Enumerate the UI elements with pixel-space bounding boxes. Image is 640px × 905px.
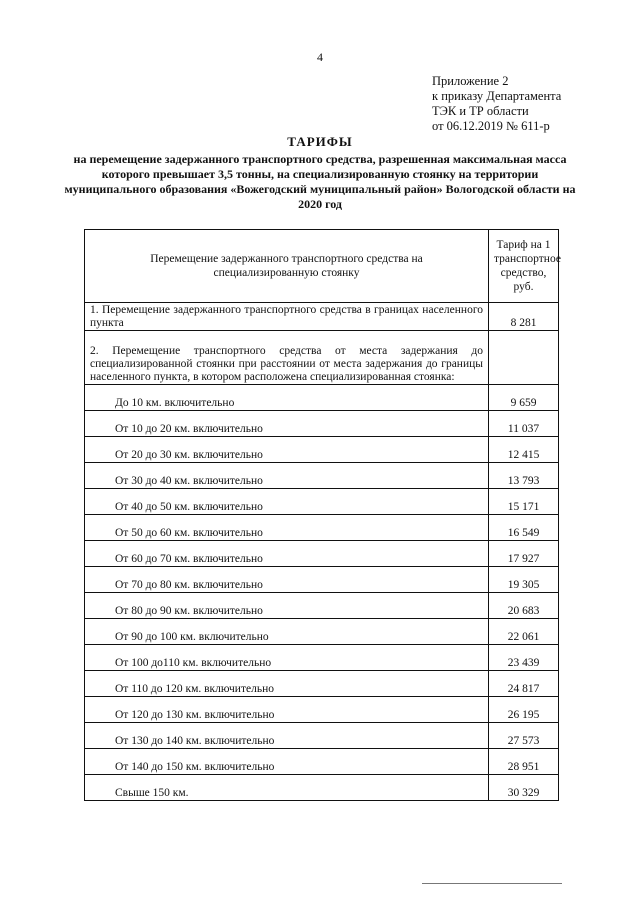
document-subtitle: на перемещение задержанного транспортного средства, разрешенная максимальная масса которого превышает 3,5 тонны, на специализированную стоянку на территории муниципального образования «Вожегодский муниципальный район» Вологодской области на 2020 год: [64, 152, 576, 211]
footer-rule: [422, 883, 562, 884]
distance-range: От 70 до 80 км. включительно: [85, 567, 489, 593]
tariff-value: 17 927: [489, 541, 559, 567]
tariff-value: 24 817: [489, 671, 559, 697]
distance-range: От 100 до110 км. включительно: [85, 645, 489, 671]
distance-range: До 10 км. включительно: [85, 385, 489, 411]
distance-range: От 30 до 40 км. включительно: [85, 463, 489, 489]
tariff-value: 30 329: [489, 775, 559, 801]
distance-range: От 110 до 120 км. включительно: [85, 671, 489, 697]
table-row: [85, 411, 559, 437]
tariff-value: 27 573: [489, 723, 559, 749]
table-row: [85, 749, 559, 775]
tariff-value: 23 439: [489, 645, 559, 671]
distance-range: От 50 до 60 км. включительно: [85, 515, 489, 541]
table-row: [85, 671, 559, 697]
tariff-table: [84, 229, 559, 801]
table-row: [85, 515, 559, 541]
table-row: [85, 463, 559, 489]
distance-range: От 120 до 130 км. включительно: [85, 697, 489, 723]
distance-range: От 60 до 70 км. включительно: [85, 541, 489, 567]
table-row: [85, 437, 559, 463]
table-row: [85, 775, 559, 801]
page-number: 4: [317, 50, 323, 64]
appendix-line-1: Приложение 2: [432, 74, 509, 88]
distance-range: Свыше 150 км.: [85, 775, 489, 801]
distance-range: От 140 до 150 км. включительно: [85, 749, 489, 775]
distance-range: От 90 до 100 км. включительно: [85, 619, 489, 645]
appendix-line-3: ТЭК и ТР области: [432, 104, 529, 118]
distance-range: От 40 до 50 км. включительно: [85, 489, 489, 515]
tariff-value: 19 305: [489, 567, 559, 593]
table-row: [85, 697, 559, 723]
table-row: [85, 385, 559, 411]
appendix-line-2: к приказу Департамента: [432, 89, 562, 103]
tariff-value: 22 061: [489, 619, 559, 645]
tariff-value: 11 037: [489, 411, 559, 437]
section-2-value: [489, 331, 559, 385]
distance-range: От 20 до 30 км. включительно: [85, 437, 489, 463]
section-1-row: [85, 303, 559, 331]
tariff-value: 15 171: [489, 489, 559, 515]
tariff-value: 13 793: [489, 463, 559, 489]
table-header-row: [85, 230, 559, 303]
appendix-line-4: от 06.12.2019 № 611-р: [432, 119, 550, 133]
tariff-value: 12 415: [489, 437, 559, 463]
table-row: [85, 489, 559, 515]
appendix-reference: [432, 74, 561, 134]
distance-range: От 80 до 90 км. включительно: [85, 593, 489, 619]
tariff-value: 16 549: [489, 515, 559, 541]
table-row: [85, 619, 559, 645]
table-row: [85, 645, 559, 671]
document-title-block: [60, 134, 580, 212]
tariff-value: 26 195: [489, 697, 559, 723]
section-2-text: 2. Перемещение транспортного средства от места задержания до специализированной стоянки при расстоянии от места задержания до границы населенного пункта, в котором расположена специализированная стоянка:: [85, 331, 489, 385]
section-2-row: [85, 331, 559, 385]
header-description: Перемещение задержанного транспортного средства на специализированную стоянку: [85, 230, 489, 303]
table-row: [85, 567, 559, 593]
tariff-value: 28 951: [489, 749, 559, 775]
distance-range: От 130 до 140 км. включительно: [85, 723, 489, 749]
section-1-value: 8 281: [489, 303, 559, 331]
document-title: ТАРИФЫ: [287, 134, 353, 149]
table-row: [85, 541, 559, 567]
tariff-value: 9 659: [489, 385, 559, 411]
table-row: [85, 593, 559, 619]
distance-range: От 10 до 20 км. включительно: [85, 411, 489, 437]
table-row: [85, 723, 559, 749]
section-1-text: 1. Перемещение задержанного транспортного средства в границах населенного пункта: [85, 303, 489, 331]
header-tariff: Тариф на 1 транспортное средство, руб.: [489, 230, 559, 303]
tariff-value: 20 683: [489, 593, 559, 619]
